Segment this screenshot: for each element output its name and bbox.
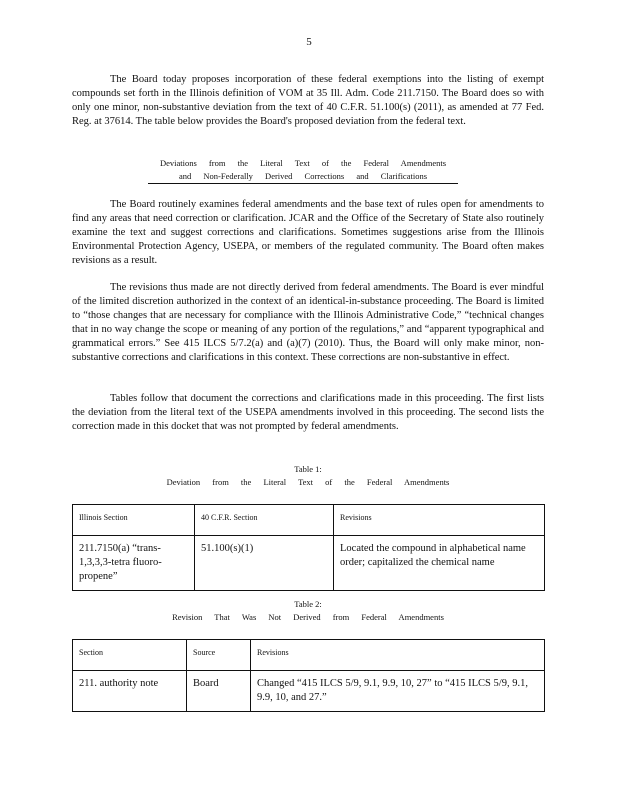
deviations-header-table — [148, 157, 458, 184]
table1-caption — [72, 463, 544, 489]
table-header-row — [73, 505, 545, 536]
table-header-cell: 40 C.F.R. Section — [195, 505, 334, 536]
deviations-header-line2: and Non-Federally Derived Corrections and Clarifications — [148, 170, 458, 184]
table1-caption-title: Deviation from the Literal Text of the Federal Amendments — [166, 477, 450, 487]
paragraph-routine-examination: The Board routinely examines federal amendments and the base text of rules open for amendments to find any areas that need correction or clarification. JCAR and the Office of the Secretary of State also routinely examine the text and suggest corrections and clarifications. Sometimes suggestions arise from the Illinois Environmental Protection Agency, USEPA, or members of the regulated community. The Board often makes revisions as a result. — [72, 199, 544, 266]
table-cell: 51.100(s)(1) — [195, 536, 334, 591]
table-row — [73, 671, 545, 712]
table1 — [72, 504, 545, 591]
table2-caption — [72, 598, 544, 624]
table-header-cell: Source — [187, 640, 251, 671]
table-header-cell: Revisions — [251, 640, 545, 671]
paragraph-proposal: The Board today proposes incorporation of these federal exemptions into the listing of exempt compounds set forth in the Illinois definition of VOM at 35 Ill. Adm. Code 211.7150. The Board does so with only one minor, non-substantive deviation from the text of 40 C.F.R. 51.100(s) (2011), as amended at 77 Fed. Reg. at 37614. The table below provides the Board's proposed deviation from the federal text. — [72, 74, 544, 127]
table-cell: Located the compound in alphabetical name order; capitalized the chemical name — [334, 536, 545, 591]
deviations-header-line1: Deviations from the Literal Text of the Federal Amendments — [159, 158, 447, 168]
paragraph-revisions: The revisions thus made are not directly derived from federal amendments. The Board is ever mindful of the limited discretion authorized in the context of an identical-in-substance proceeding. The Board is limited to “those changes that are necessary for compliance with the Illinois Administrative Code,” “technical changes that in no way change the scope or meaning of any portion of the regulations,” and “apparent typographical and grammatical errors.” See 415 ILCS 5/7.2(a) and (a)(7) (2010). Thus, the Board will only make minor, non-substantive corrections and clarifications in this context. These corrections are non-substantive in effect. — [72, 282, 544, 363]
table-cell: Changed “415 ILCS 5/9, 9.1, 9.9, 10, 27” to “415 ILCS 5/9, 9.1, 9.9, 10, and 27.” — [251, 671, 545, 712]
table-header-cell: Revisions — [334, 505, 545, 536]
table-cell: 211.7150(a) “trans-1,3,3,3-tetra fluoro-propene” — [73, 536, 195, 591]
table2-caption-number: Table 2: — [294, 599, 322, 609]
table-row — [73, 536, 545, 591]
paragraph-tables-intro: Tables follow that document the corrections and clarifications made in this proceeding. The first lists the deviation from the literal text of the USEPA amendments involved in this proceeding. The second lists the correction made in this docket that was not prompted by federal amendments. — [72, 393, 544, 432]
table-cell: 211. authority note — [73, 671, 187, 712]
table2-caption-title: Revision That Was Not Derived from Federal Amendments — [172, 612, 444, 622]
table-cell: Board — [187, 671, 251, 712]
table1-caption-number: Table 1: — [294, 464, 322, 474]
page-number: 5 — [306, 36, 312, 48]
table-header-row — [73, 640, 545, 671]
table2 — [72, 639, 545, 712]
table-header-cell: Illinois Section — [73, 505, 195, 536]
table-header-cell: Section — [73, 640, 187, 671]
